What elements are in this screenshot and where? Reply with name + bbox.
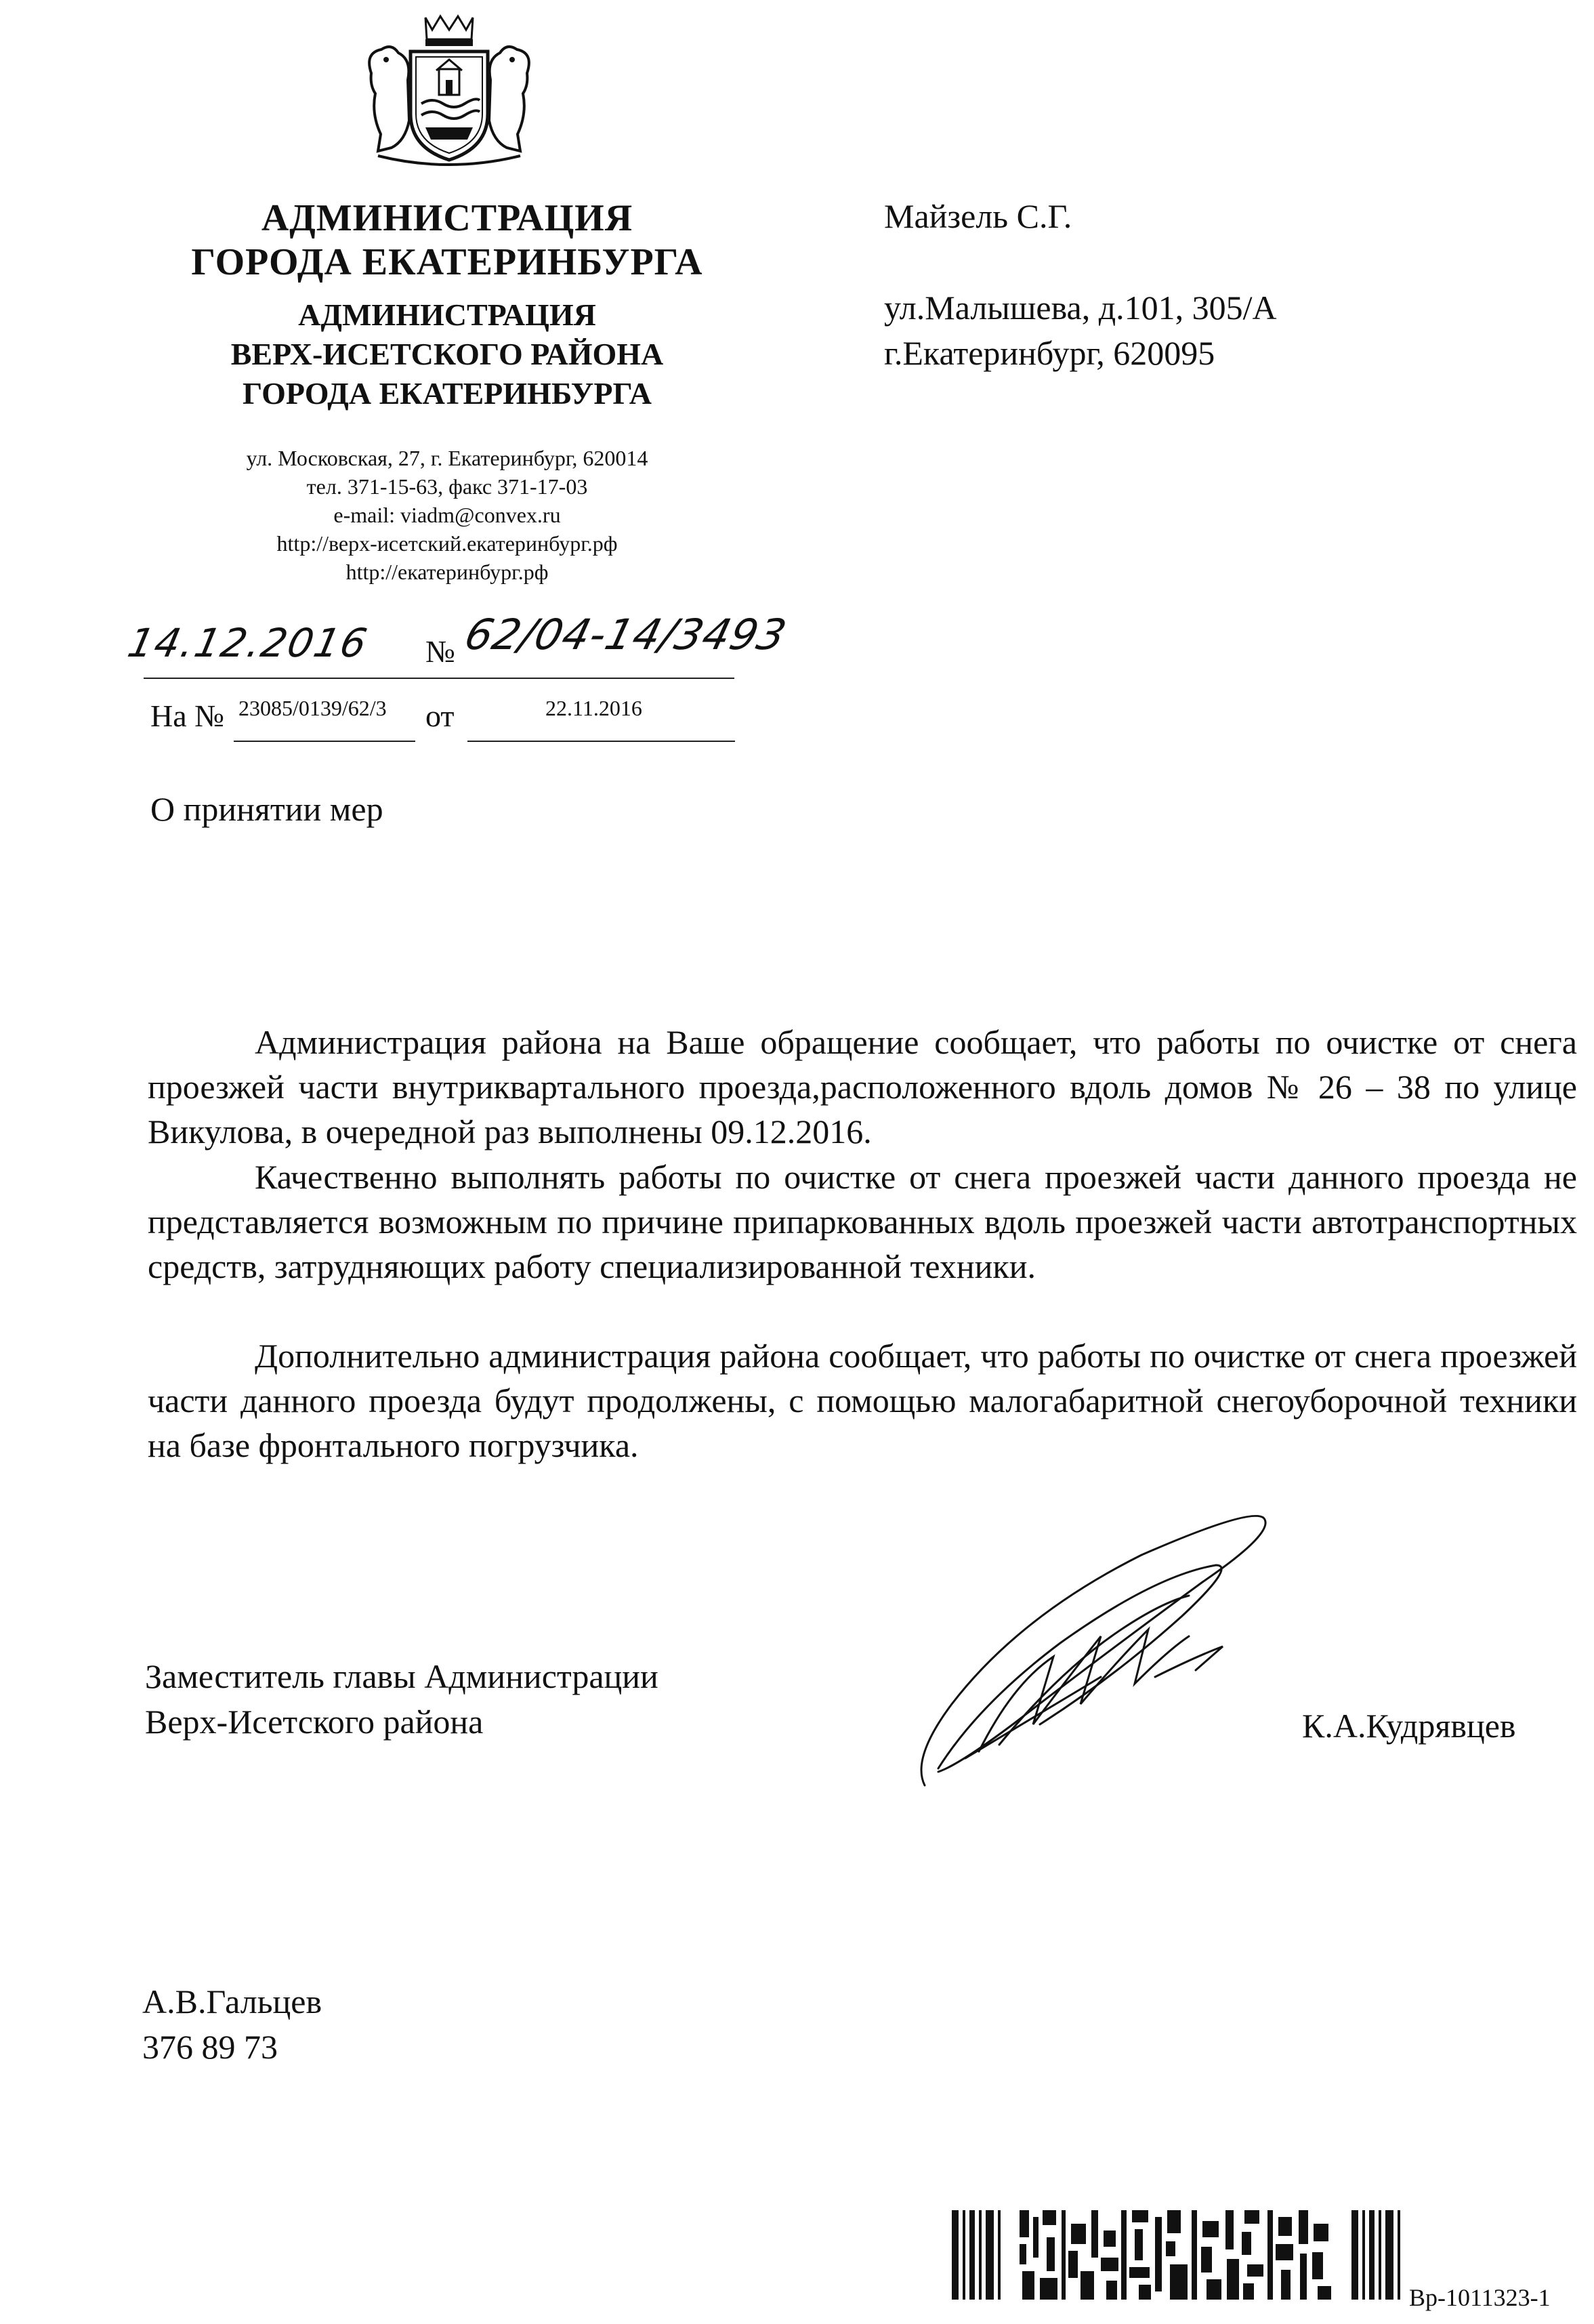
reference-number: 23085/0139/62/3 [238, 696, 387, 720]
letterhead-phones: тел. 371-15-63, факс 371-17-03 [306, 474, 588, 499]
coat-of-arms-emblem [351, 12, 547, 169]
document-barcode [952, 2210, 1402, 2300]
letter-subject: О принятии мер [150, 790, 383, 828]
body-paragraph-3: Дополнительно администрация района сообщает, что работы по очистке от снега проезжей части данного проезда будут продолжены, с помощью малогабаритной снегоуборочной техники на базе фронтального погрузчика. [148, 1337, 1577, 1464]
outgoing-number-handwritten: 62/04-14/3493 [459, 610, 792, 659]
district-name-line1: АДМИНИСТРАЦИЯ [298, 297, 596, 332]
body-paragraph-2: Качественно выполнять работы по очистке от снега проезжей части данного проезда не представляется возможным по причине припаркованных вдоль проезжей части автотранспортных средств, затрудняющих работу специализированной техники. [148, 1158, 1577, 1285]
signatory-name: К.А.Кудрявцев [1302, 1707, 1516, 1745]
number-sign: № [425, 634, 455, 669]
district-name-line3: ГОРОДА ЕКАТЕРИНБУРГА [243, 376, 652, 411]
reference-number-underline [234, 741, 415, 742]
letterhead-site-district: http://верх-исетский.екатеринбург.рф [276, 531, 618, 556]
handwritten-signature [898, 1501, 1318, 1799]
body-paragraph-1: Администрация района на Ваше обращение сообщает, что работы по очистке от снега проезжей части внутриквартального проезда,расположенного вдоль домов № 26 – 38 по улице Викулова, в очередной раз выполнены 09.12.2016. [148, 1023, 1577, 1150]
reference-from-label: от [425, 699, 455, 733]
executor-phone: 376 89 73 [142, 2028, 278, 2066]
outgoing-date-handwritten: 14.12.2016 [123, 620, 373, 666]
letterhead-email: e-mail: viadm@convex.ru [333, 503, 561, 527]
reference-date-underline [467, 741, 735, 742]
letterhead-address: ул. Московская, 27, г. Екатеринбург, 620014 [246, 446, 648, 470]
signatory-title-line2: Верх-Исетского района [145, 1703, 484, 1741]
reference-label: На № [150, 699, 225, 733]
executor-name: А.В.Гальцев [142, 1983, 322, 2020]
letterhead-site-city: http://екатеринбург.рф [345, 560, 549, 584]
organization-name-line2: ГОРОДА ЕКАТЕРИНБУРГА [191, 241, 703, 283]
reference-date: 22.11.2016 [545, 696, 642, 720]
organization-name-line1: АДМИНИСТРАЦИЯ [261, 197, 633, 239]
document-code: Вр-1011323-1 [1409, 2284, 1551, 2311]
signatory-title-line1: Заместитель главы Администрации [145, 1657, 658, 1695]
addressee-city: г.Екатеринбург, 620095 [884, 334, 1215, 372]
district-name-line2: ВЕРХ-ИСЕТСКОГО РАЙОНА [230, 337, 664, 371]
registration-underline [144, 678, 734, 679]
addressee-street: ул.Малышева, д.101, 305/А [884, 289, 1277, 327]
addressee-name: Майзель С.Г. [884, 197, 1072, 235]
